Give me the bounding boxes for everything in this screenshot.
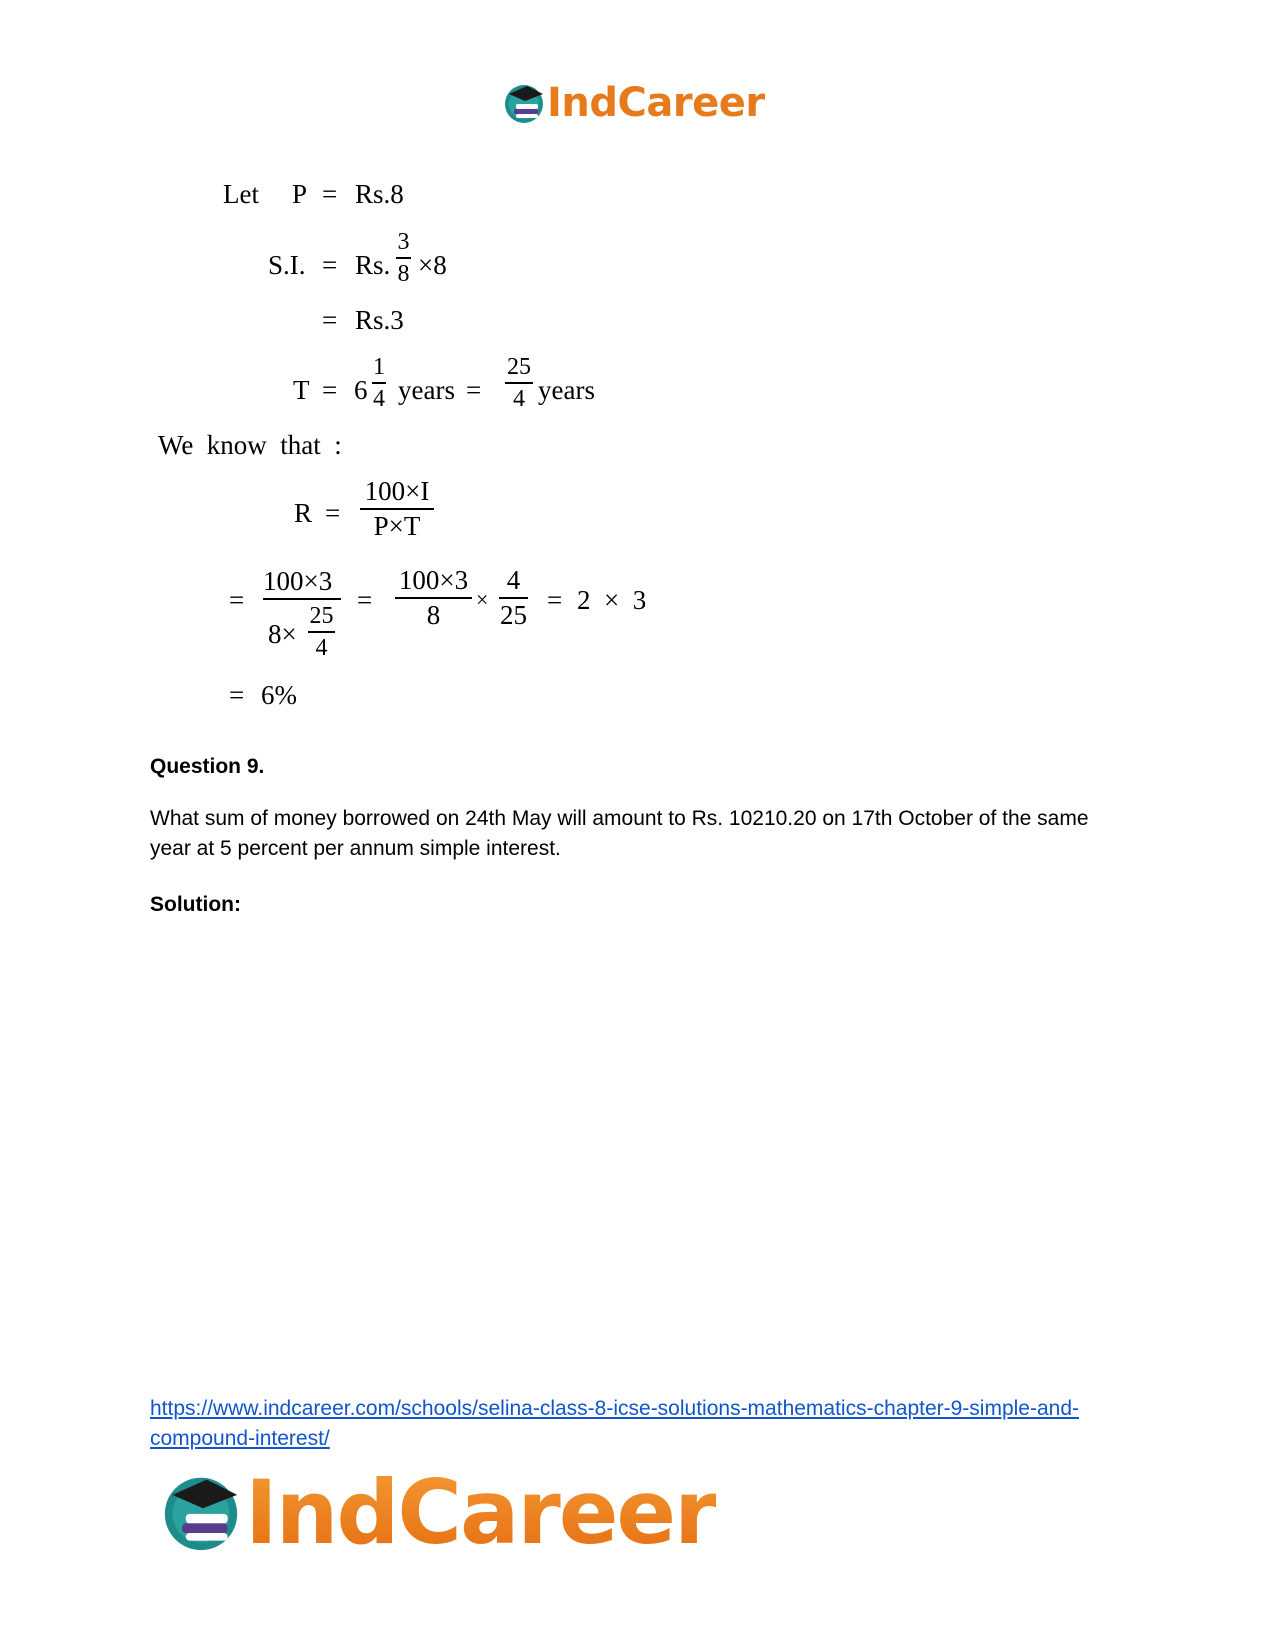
math-equals: = bbox=[547, 585, 563, 615]
fraction-numerator: 25 bbox=[309, 603, 334, 629]
math-let-label: Let bbox=[223, 179, 259, 209]
math-two-times-three: 2 × 3 bbox=[577, 585, 647, 615]
math-rate-formula-fraction bbox=[360, 478, 434, 540]
source-link[interactable]: https://www.indcareer.com/schools/selina-class-8-icse-solutions-mathematics-chapter-9-simple-and-compound-interest/ bbox=[150, 1397, 1080, 1450]
fraction-denominator: 4 bbox=[315, 634, 328, 661]
math-years-unit: years bbox=[538, 375, 595, 405]
fraction-numerator: 3 bbox=[397, 229, 410, 255]
math-t-symbol: T bbox=[293, 375, 310, 405]
math-si-symbol: S.I. bbox=[268, 250, 306, 280]
math-whole-six: 6 bbox=[354, 375, 368, 405]
math-times-sign: × bbox=[476, 587, 489, 612]
question-text: What sum of money borrowed on 24th May will amount to Rs. 10210.20 on 17th October of the same year at 5 percent per annum simple interest. bbox=[150, 807, 1089, 860]
math-rate-result: 6% bbox=[261, 680, 297, 710]
math-fraction-four-over-twentyfive bbox=[499, 567, 528, 629]
fraction-denominator: 8 bbox=[426, 599, 441, 630]
fraction-numerator: 1 bbox=[373, 354, 385, 380]
fraction-numerator: 25 bbox=[507, 354, 531, 380]
fraction-numerator: 4 bbox=[506, 565, 521, 595]
fraction-denominator: 4 bbox=[513, 385, 525, 412]
fraction-denominator: P×T bbox=[373, 510, 421, 541]
math-r-symbol: R bbox=[294, 498, 313, 528]
math-equals: = bbox=[466, 375, 482, 405]
math-equals: = bbox=[229, 585, 245, 615]
math-fraction-twentyfive-quarters bbox=[505, 355, 533, 411]
math-si-value: Rs.3 bbox=[355, 305, 404, 335]
math-rs-prefix: Rs. bbox=[355, 250, 391, 280]
brand-name: IndCareer bbox=[245, 1460, 716, 1564]
math-fraction-twentyfive-quarters bbox=[308, 604, 335, 660]
brand-name: IndCareer bbox=[547, 80, 765, 126]
math-equals: = bbox=[357, 585, 373, 615]
fraction-numerator: 100×I bbox=[364, 476, 430, 506]
math-p-symbol: P bbox=[292, 179, 308, 209]
fraction-numerator: 100×3 bbox=[398, 565, 469, 595]
solution-label: Solution: bbox=[150, 893, 241, 916]
footer-logo bbox=[161, 1460, 716, 1564]
math-equals: = bbox=[322, 375, 338, 405]
question-title: Question 9. bbox=[150, 755, 265, 778]
math-fraction-100x3-over-8 bbox=[395, 567, 472, 629]
math-equals: = bbox=[322, 305, 338, 335]
math-times-eight: ×8 bbox=[418, 250, 447, 280]
math-numerator-100x3: 100×3 bbox=[263, 566, 333, 596]
math-equals: = bbox=[229, 680, 245, 710]
math-principal-value: Rs.8 bbox=[355, 179, 404, 209]
graduation-book-icon bbox=[161, 1472, 241, 1552]
math-fraction-one-quarter bbox=[372, 355, 386, 411]
graduation-book-icon bbox=[503, 82, 545, 124]
math-years-unit: years bbox=[398, 375, 455, 405]
math-equals: = bbox=[322, 250, 338, 280]
math-we-know-that: We know that : bbox=[158, 430, 342, 460]
math-equals: = bbox=[322, 179, 338, 209]
math-fraction-three-eighths bbox=[396, 230, 411, 286]
fraction-bar bbox=[263, 598, 341, 600]
fraction-denominator: 25 bbox=[500, 599, 527, 630]
fraction-denominator: 4 bbox=[373, 385, 385, 412]
math-equals: = bbox=[325, 498, 341, 528]
math-denominator-8x: 8× bbox=[268, 619, 297, 649]
header-logo bbox=[503, 80, 765, 126]
fraction-denominator: 8 bbox=[397, 260, 410, 287]
